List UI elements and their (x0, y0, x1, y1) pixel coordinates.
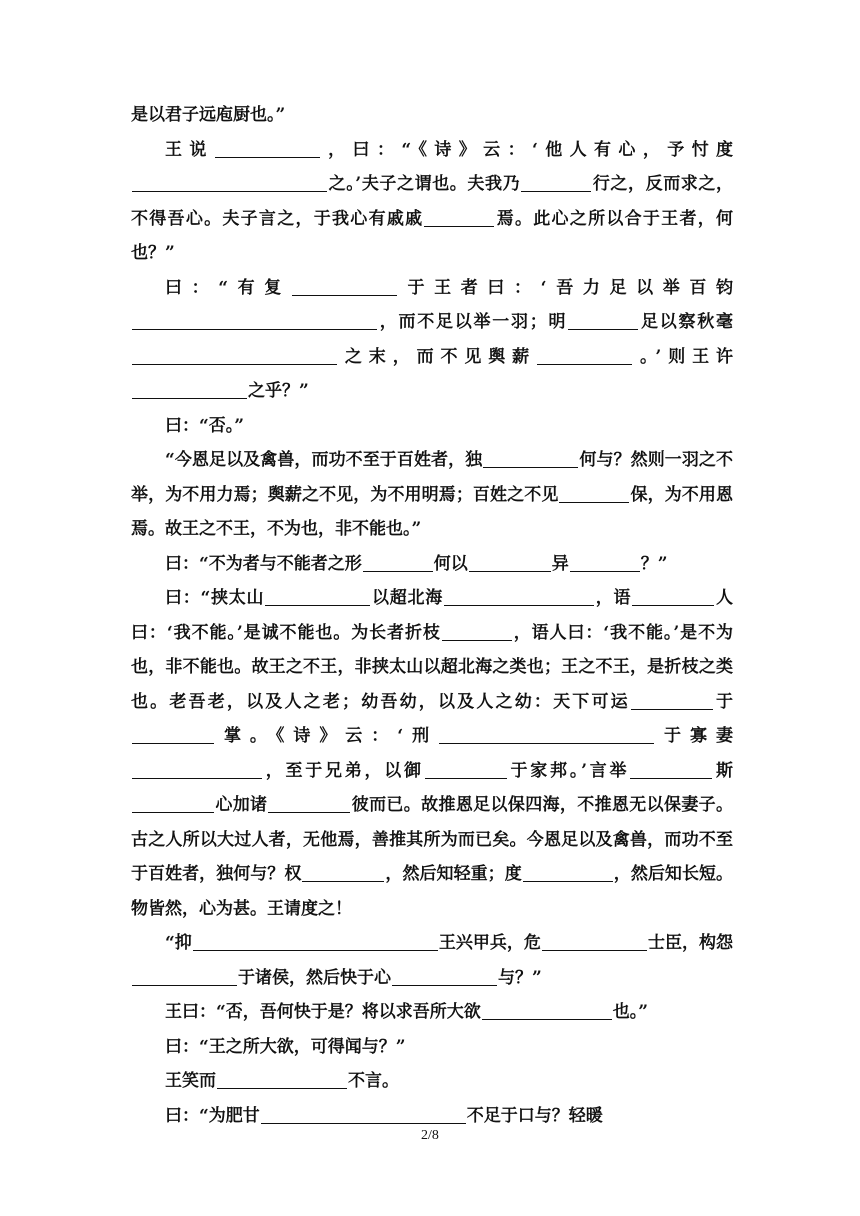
text-segment: 也。” (612, 1002, 649, 1022)
paragraph (131, 98, 733, 133)
text-segment: ，然后知长短。物皆然，心为甚。王请度之！ (131, 864, 734, 919)
fill-in-blank[interactable] (132, 968, 237, 986)
fill-in-blank[interactable] (132, 381, 247, 399)
text-segment: 士臣，构怨 (647, 933, 733, 953)
fill-in-blank[interactable] (523, 864, 613, 882)
fill-in-blank[interactable] (537, 347, 632, 365)
paragraph (131, 271, 733, 409)
fill-in-blank[interactable] (439, 726, 654, 744)
text-segment: 于寡妻 (655, 726, 733, 746)
text-segment: 斯 (713, 760, 734, 781)
text-segment: 之末，而不见舆薪 (338, 346, 537, 367)
paragraph (131, 547, 733, 582)
text-segment: “今恩足以及禽兽，而功不至于百姓者，独 (165, 450, 483, 470)
text-segment: 不言。 (348, 1071, 399, 1091)
text-segment: 心加诸 (215, 795, 268, 815)
paragraph (131, 926, 733, 995)
fill-in-blank[interactable] (265, 588, 370, 606)
fill-in-blank[interactable] (469, 554, 551, 572)
fill-in-blank[interactable] (215, 140, 320, 158)
fill-in-blank[interactable] (442, 623, 512, 641)
text-segment: ，曰：“《诗》云：‘他人有心，予忖度 (320, 139, 733, 160)
fill-in-blank[interactable] (425, 761, 507, 779)
fill-in-blank[interactable] (292, 278, 397, 296)
text-segment: 王曰：“否，吾何快于是？将以求吾所大欲 (165, 1002, 481, 1022)
fill-in-blank[interactable] (568, 312, 638, 330)
text-segment: 异 (551, 553, 569, 574)
fill-in-blank[interactable] (132, 726, 214, 744)
text-segment: 王兴甲兵，危 (438, 933, 541, 953)
fill-in-blank[interactable] (631, 692, 713, 710)
page-number: 2/8 (421, 1128, 439, 1143)
text-segment: 曰：“王之所大欲，可得闻与？” (165, 1036, 406, 1057)
text-segment: 曰：“有复 (165, 277, 291, 298)
text-segment: ，而不足以举一羽；明 (378, 312, 568, 332)
fill-in-blank[interactable] (570, 554, 640, 572)
fill-in-blank[interactable] (632, 588, 714, 606)
paragraph (131, 995, 733, 1030)
text-segment: 曰：“否。” (165, 415, 245, 436)
fill-in-blank[interactable] (132, 761, 262, 779)
paragraph (131, 409, 733, 444)
text-segment: 于家邦。’言举 (507, 760, 630, 781)
fill-in-blank[interactable] (217, 1071, 347, 1089)
text-segment: ？” (640, 553, 668, 574)
text-segment: 人曰：‘我不能。’是诚不能也。为长者折枝 (131, 588, 734, 643)
text-segment: ，至于兄弟，以御 (263, 760, 424, 781)
fill-in-blank[interactable] (193, 933, 438, 951)
fill-in-blank[interactable] (559, 485, 629, 503)
text-segment: ，语人曰：‘我不能。’是不为也，非不能也。故王之不王，非挟太山以超北海之类也；王之不王，是折枝之类也。老吾老，以及人之老；幼吾幼，以及人之幼：天下可运 (131, 622, 733, 712)
text-segment: 王笑而 (165, 1071, 216, 1091)
fill-in-blank[interactable] (268, 795, 350, 813)
fill-in-blank[interactable] (521, 174, 591, 192)
text-segment: 于王者曰：‘吾力足以举百钧 (397, 277, 733, 298)
fill-in-blank[interactable] (132, 795, 214, 813)
text-segment: 曰：“挟太山 (165, 588, 265, 608)
fill-in-blank[interactable] (444, 588, 594, 606)
paragraph (131, 133, 733, 271)
fill-in-blank[interactable] (482, 1002, 612, 1020)
fill-in-blank[interactable] (261, 1106, 466, 1124)
text-segment: 之乎？” (248, 381, 309, 401)
text-segment: 曰：“为肥甘 (165, 1105, 260, 1126)
text-segment: 于诸侯，然后快于心 (238, 967, 391, 988)
text-segment: 何与？然则一羽之不举，为不用力焉；舆薪之不见，为不用明焉；百姓之不见 (131, 450, 734, 505)
fill-in-blank[interactable] (302, 864, 384, 882)
fill-in-blank[interactable] (363, 554, 433, 572)
text-segment: 保，为不用恩焉。故王之不王，不为也，非不能也。” (131, 484, 734, 539)
fill-in-blank[interactable] (483, 450, 578, 468)
text-segment: 不足于口与？轻暖 (466, 1105, 603, 1126)
text-segment: ，语 (595, 588, 632, 608)
text-segment: 掌。《诗》云：‘刑 (215, 726, 439, 746)
paragraph (131, 1064, 733, 1099)
paragraph (131, 443, 733, 547)
text-segment: 曰：“不为者与不能者之形 (165, 553, 362, 574)
text-segment: 王说 (165, 139, 214, 160)
text-segment: 足以察秋毫 (639, 312, 733, 332)
text-segment: 彼而已。故推恩足以保四海，不推恩无以保妻子。古之人所以大过人者，无他焉，善推其所为而已矣。今恩足以及禽兽，而功不至于百姓者，独何与？权 (131, 795, 734, 884)
text-segment: 是以君子远庖厨也。” (131, 105, 286, 125)
fill-in-blank[interactable] (132, 347, 337, 365)
text-segment: 之。’夫子之谓也。夫我乃 (328, 174, 521, 194)
paragraph (131, 1030, 733, 1065)
fill-in-blank[interactable] (132, 174, 327, 192)
text-segment: 以超北海 (371, 588, 444, 608)
text-segment: 于 (713, 691, 734, 712)
text-segment: “抑 (165, 933, 192, 953)
fill-in-blank[interactable] (542, 933, 647, 951)
text-segment: ，然后知轻重；度 (385, 864, 522, 884)
fill-in-blank[interactable] (392, 968, 497, 986)
text-segment: 何以 (433, 553, 468, 574)
fill-in-blank[interactable] (424, 209, 494, 227)
text-segment: 与？” (498, 967, 542, 988)
text-segment: 行之，反而求之，不得吾心。夫子言之，于我心有戚戚 (131, 174, 734, 229)
paragraph (131, 581, 733, 926)
passage-body (131, 98, 733, 1133)
fill-in-blank[interactable] (630, 761, 712, 779)
fill-in-blank[interactable] (132, 312, 377, 330)
text-segment: 焉。此心之所以合于王者，何也？” (131, 208, 734, 263)
text-segment: 。’则王许 (633, 346, 734, 367)
